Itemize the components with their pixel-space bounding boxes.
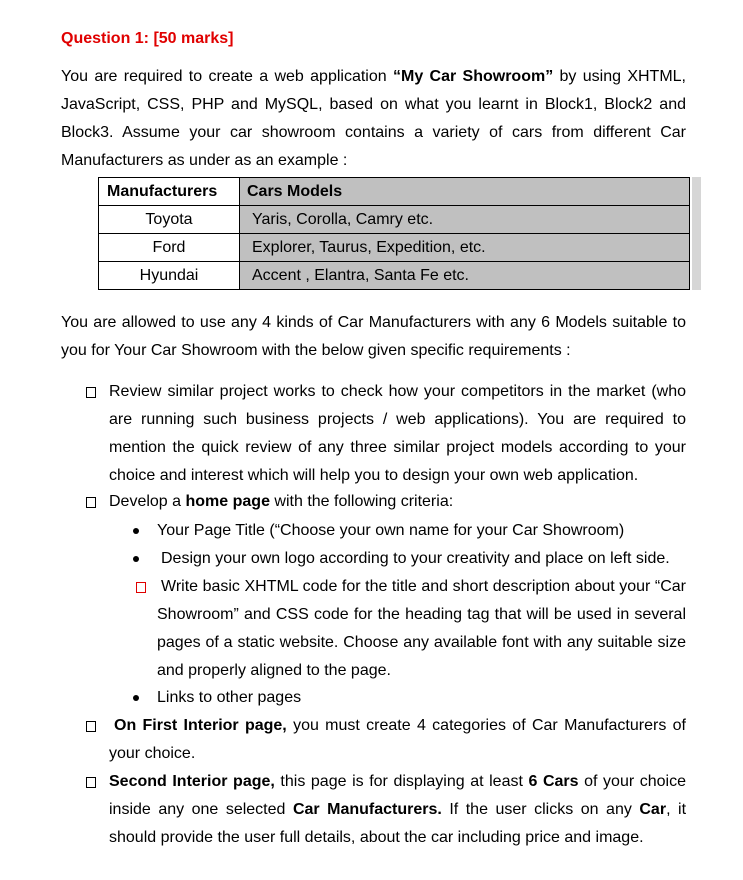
table-row <box>99 234 690 262</box>
first-interior-rest: you must create 4 categories of Car Manufacturers of your choice. <box>109 717 686 762</box>
header-cars-models: Cars Models <box>240 178 690 206</box>
second-interior-text-2: of your choice inside any one selected <box>109 773 687 818</box>
manufacturers-table <box>98 177 690 290</box>
criteria-text: Links to other pages <box>157 689 302 706</box>
six-cars-label: 6 Cars <box>528 773 579 790</box>
home-page-label: home page <box>185 493 270 510</box>
bullet-dot-icon <box>133 556 139 562</box>
allowed-paragraph: You are allowed to use any 4 kinds of Car Manufacturers with any 6 Models suitable to you for Your Car Showroom with the below given specific requirements : <box>61 314 686 359</box>
bullet-dot-icon <box>133 695 139 701</box>
second-interior-label: Second Interior page, <box>109 773 275 790</box>
manufacturer-cell: Ford <box>99 234 240 262</box>
table-row <box>99 262 690 290</box>
review-text: Review similar project works to check how your competitors in the market (who are running such business projects / web applications). You are required to mention the quick review of any three similar project models according to your choice and interest which will help you to design your own web application. <box>109 383 686 484</box>
second-interior-text-1: this page is for displaying at least <box>274 773 529 790</box>
manufacturer-cell: Hyundai <box>99 262 240 290</box>
second-interior-text-4: , it should provide the user full details, about the car including price and image. <box>109 801 687 846</box>
first-interior-label: On First Interior page, <box>114 717 287 734</box>
criteria-xhtml-text: Write basic XHTML code for the title and short description about your “Car Showroom” and CSS code for the heading tag that will be used in several pages of a static website. Choose any available font with any suitable size and properly aligned to the page. <box>157 578 686 679</box>
intro-paragraph <box>61 63 686 175</box>
app-name: “My Car Showroom” <box>392 68 554 85</box>
car-label: Car <box>639 801 667 818</box>
models-cell: Yaris, Corolla, Camry etc. <box>240 206 690 234</box>
checkbox-bullet-icon <box>136 582 146 593</box>
second-interior-text-3: If the user clicks on any <box>441 801 640 818</box>
intro-part2: by using XHTML, JavaScript, CSS, PHP and MySQL, based on what you learnt in Block1, Block2 and Block3. Assume your car showroom contains a variety of cars from different Car Manufacturers as under as an example : <box>61 68 686 169</box>
models-cell: Explorer, Taurus, Expedition, etc. <box>240 234 690 262</box>
models-cell: Accent , Elantra, Santa Fe etc. <box>240 262 690 290</box>
checkbox-bullet-icon <box>86 387 96 398</box>
develop-suffix: with the following criteria: <box>269 493 454 510</box>
header-manufacturers: Manufacturers <box>99 178 240 206</box>
intro-part1: You are required to create a web application <box>61 68 393 85</box>
checkbox-bullet-icon <box>86 777 96 788</box>
checkbox-bullet-icon <box>86 497 96 508</box>
checkbox-bullet-icon <box>86 721 96 732</box>
criteria-text: Your Page Title (“Choose your own name for your Car Showroom) <box>157 522 625 539</box>
develop-text <box>109 488 686 516</box>
second-interior-text <box>109 768 686 852</box>
table-shadow <box>692 177 701 290</box>
criteria-text <box>157 573 686 685</box>
car-manufacturers-label: Car Manufacturers. <box>292 801 442 818</box>
question-heading: Question 1: [50 marks] <box>61 30 234 47</box>
develop-prefix: Develop a <box>109 493 186 510</box>
table-header-row <box>99 178 690 206</box>
manufacturer-cell: Toyota <box>99 206 240 234</box>
first-interior-text <box>109 712 686 768</box>
criteria-text: Design your own logo according to your creativity and place on left side. <box>161 550 670 567</box>
bullet-dot-icon <box>133 528 139 534</box>
table-row <box>99 206 690 234</box>
